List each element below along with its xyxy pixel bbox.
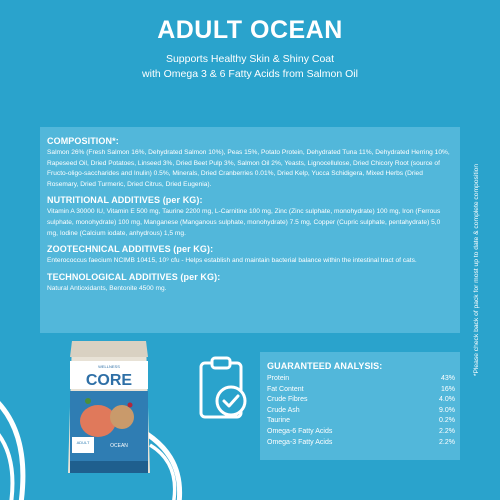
side-disclaimer: *Please check back of pack for most up to date & complete composition bbox=[473, 163, 480, 377]
table-row bbox=[267, 438, 455, 449]
analysis-value: 0.2% bbox=[439, 417, 455, 425]
analysis-label: Omega-3 Fatty Acids bbox=[267, 438, 333, 446]
zootechnical-text: Enterococcus faecium NCIMB 10415, 10⁹ cfu - Helps establish and maintain bacterial balance within the intestinal tract of cats. bbox=[47, 257, 417, 265]
svg-text:CORE: CORE bbox=[85, 372, 133, 389]
product-bag-image bbox=[64, 337, 154, 477]
analysis-value: 4.0% bbox=[439, 396, 455, 404]
analysis-value: 2.2% bbox=[439, 427, 455, 435]
table-row bbox=[267, 427, 455, 438]
analysis-label: Protein bbox=[267, 375, 290, 382]
analysis-heading: GUARANTEED ANALYSIS: bbox=[267, 361, 383, 371]
analysis-value: 2.2% bbox=[439, 438, 455, 446]
subtitle-line-2: with Omega 3 & 6 Fatty Acids from Salmon Oil bbox=[142, 68, 358, 80]
analysis-value: 9.0% bbox=[439, 406, 455, 414]
analysis-table bbox=[267, 374, 455, 448]
analysis-label: Crude Fibres bbox=[267, 396, 308, 404]
table-row bbox=[267, 374, 455, 385]
analysis-value: 43% bbox=[440, 375, 455, 382]
technological-text: Natural Antioxidants, Bentonite 4500 mg. bbox=[47, 284, 167, 292]
zootechnical-heading: ZOOTECHNICAL ADDITIVES (per KG): bbox=[47, 244, 214, 255]
guaranteed-analysis-panel bbox=[260, 352, 460, 460]
svg-text:WELLNESS: WELLNESS bbox=[98, 364, 120, 369]
svg-text:OCEAN: OCEAN bbox=[110, 443, 128, 449]
analysis-label: Taurine bbox=[267, 417, 290, 425]
subtitle-line-1: Supports Healthy Skin & Shiny Coat bbox=[165, 53, 335, 65]
analysis-value: 16% bbox=[440, 385, 455, 393]
nutritional-text: Vitamin A 30000 IU, Vitamin E 500 mg, Taurine 2200 mg, L-Carnitine 100 mg, Zinc (Zinc sulphate, monohydrate) 100 mg, Iron (Ferrous sulphate, monohydrate) 100 mg, Manganese (Manganous sulphate, monohydrate) 7.5 mg, Copper (Cupric sulphate, pentahydrate) 5,0 mg, Iodine (Calcium iodate, anhydrous) 1,5 mg. bbox=[47, 208, 441, 237]
table-row bbox=[267, 385, 455, 396]
table-row bbox=[267, 416, 455, 427]
technological-heading: TECHNOLOGICAL ADDITIVES (per KG): bbox=[47, 271, 221, 282]
clipboard-check-icon bbox=[195, 355, 253, 425]
analysis-label: Crude Ash bbox=[267, 406, 300, 414]
product-subtitle bbox=[0, 52, 500, 82]
nutritional-heading: NUTRITIONAL ADDITIVES (per KG): bbox=[47, 195, 203, 206]
table-row bbox=[267, 395, 455, 406]
composition-panel bbox=[40, 127, 460, 333]
table-row bbox=[267, 406, 455, 417]
analysis-label: Omega-6 Fatty Acids bbox=[267, 427, 333, 435]
composition-text: Salmon 26% (Fresh Salmon 16%, Dehydrated Salmon 10%), Peas 15%, Potato Protein, Dehydrated Tuna 11%, Dehydrated Herring 10%, Rapeseed Oil, Dried Potatoes, Linseed 3%, Dried Beet Pulp 3%, Salmon Oil 2%, Yeasts, Lignocellulose, Dried Chicory Root (source of Fructo-oligo-saccharides and Inulin) 0.5%, Minerals, Dried Cranberries 0.01%, Dried Kelp, Yucca Schidigera, Mixed Herbs (Dried Rosemary, Dried Turmeric, Dried Citrus, Dried Eugenia). bbox=[47, 149, 450, 188]
composition-heading: COMPOSITION*: bbox=[47, 136, 119, 146]
svg-text:ADULT: ADULT bbox=[76, 440, 90, 445]
analysis-label: Fat Content bbox=[267, 385, 304, 393]
product-title: ADULT OCEAN bbox=[157, 16, 343, 44]
